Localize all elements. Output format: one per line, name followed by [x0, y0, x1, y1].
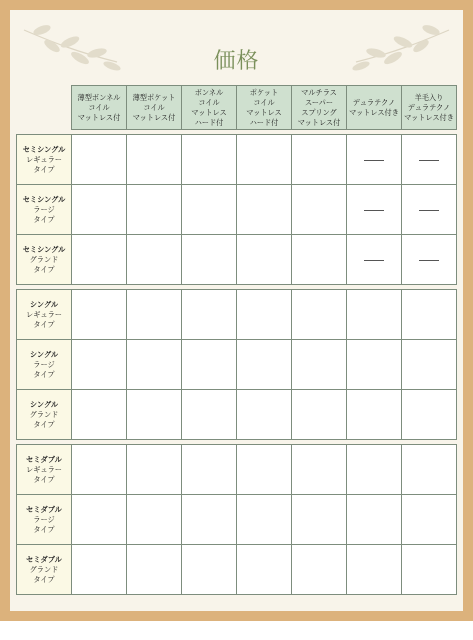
row-header	[17, 235, 72, 285]
price-cell	[347, 135, 402, 185]
row-header-type: グランド タイプ	[29, 564, 59, 584]
column-header: デュラテクノ マットレス付き	[347, 86, 402, 130]
column-header: 羊毛入り デュラテクノ マットレス付き	[402, 86, 457, 130]
column-header: ボンネル コイル マットレス ハード付	[182, 86, 237, 130]
price-cell	[182, 185, 237, 235]
price-cell	[237, 390, 292, 440]
row-header	[17, 185, 72, 235]
not-available-dash	[419, 260, 439, 261]
price-cell	[292, 445, 347, 495]
price-cell	[72, 390, 127, 440]
price-cell	[127, 445, 182, 495]
row-header-type: ラージ タイプ	[33, 204, 55, 224]
price-cell	[292, 185, 347, 235]
price-cell	[347, 545, 402, 595]
price-cell	[402, 185, 457, 235]
price-cell	[402, 290, 457, 340]
row-header-type: グランド タイプ	[29, 254, 59, 274]
price-cell	[402, 135, 457, 185]
row-header	[17, 290, 72, 340]
price-cell	[237, 340, 292, 390]
price-cell	[292, 390, 347, 440]
price-cell	[72, 340, 127, 390]
price-cell	[292, 135, 347, 185]
price-cell	[127, 545, 182, 595]
price-cell	[292, 545, 347, 595]
row-header-size: セミダブル	[26, 554, 62, 564]
not-available-dash	[364, 160, 384, 161]
price-cell	[127, 135, 182, 185]
price-cell	[347, 185, 402, 235]
price-cell	[292, 290, 347, 340]
row-header-type: レギュラー タイプ	[26, 309, 62, 329]
not-available-dash	[419, 210, 439, 211]
price-cell	[127, 235, 182, 285]
price-cell	[182, 495, 237, 545]
price-cell	[182, 235, 237, 285]
price-cell	[72, 185, 127, 235]
price-cell	[237, 495, 292, 545]
column-header: マルチラス スーパー スプリング マットレス付	[292, 86, 347, 130]
table-row	[17, 185, 457, 235]
row-header-type: グランド タイプ	[29, 409, 59, 429]
price-cell	[182, 390, 237, 440]
price-cell	[292, 495, 347, 545]
price-cell	[127, 390, 182, 440]
column-header: 薄型ボンネル コイル マットレス付	[72, 86, 127, 130]
price-cell	[292, 235, 347, 285]
price-cell	[72, 545, 127, 595]
row-header	[17, 545, 72, 595]
price-cell	[237, 545, 292, 595]
price-cell	[127, 185, 182, 235]
column-header: ポケット コイル マットレス ハード付	[237, 86, 292, 130]
price-cell	[347, 340, 402, 390]
price-cell	[402, 545, 457, 595]
price-cell	[237, 135, 292, 185]
row-header-type: ラージ タイプ	[33, 514, 55, 534]
price-cell	[347, 390, 402, 440]
price-cell	[402, 340, 457, 390]
row-header	[17, 340, 72, 390]
not-available-dash	[419, 160, 439, 161]
table-row	[17, 340, 457, 390]
table-row	[17, 495, 457, 545]
price-cell	[237, 235, 292, 285]
price-cell	[347, 235, 402, 285]
table-row	[17, 445, 457, 495]
price-cell	[237, 185, 292, 235]
price-table	[16, 85, 457, 595]
row-header-type: ラージ タイプ	[33, 359, 55, 379]
table-row	[17, 390, 457, 440]
price-cell	[72, 445, 127, 495]
row-header-size: セミダブル	[26, 454, 62, 464]
price-cell	[402, 235, 457, 285]
column-header-row	[17, 86, 457, 130]
row-header	[17, 135, 72, 185]
row-header-size: セミダブル	[26, 504, 62, 514]
table-row	[17, 290, 457, 340]
row-header-size: シングル	[29, 399, 59, 409]
corner-blank	[17, 86, 72, 130]
row-header	[17, 495, 72, 545]
row-header-size: シングル	[29, 349, 59, 359]
price-cell	[182, 340, 237, 390]
price-cell	[237, 290, 292, 340]
price-cell	[182, 290, 237, 340]
page-title: 価格	[213, 49, 260, 74]
column-header: 薄型ポケット コイル マットレス付	[127, 86, 182, 130]
price-cell	[127, 340, 182, 390]
table-row	[17, 545, 457, 595]
price-cell	[127, 290, 182, 340]
price-cell	[72, 135, 127, 185]
row-header-size: シングル	[29, 299, 59, 309]
row-header	[17, 390, 72, 440]
row-header	[17, 445, 72, 495]
row-header-size: セミシングル	[22, 194, 66, 204]
not-available-dash	[364, 260, 384, 261]
price-cell	[402, 495, 457, 545]
price-cell	[347, 290, 402, 340]
price-cell	[72, 290, 127, 340]
table-row	[17, 235, 457, 285]
price-cell	[402, 390, 457, 440]
price-cell	[182, 135, 237, 185]
price-cell	[402, 445, 457, 495]
price-cell	[72, 235, 127, 285]
price-cell	[237, 445, 292, 495]
table-row	[17, 135, 457, 185]
row-header-size: セミシングル	[22, 144, 66, 154]
price-cell	[292, 340, 347, 390]
price-cell	[182, 445, 237, 495]
row-header-type: レギュラー タイプ	[26, 464, 62, 484]
row-header-type: レギュラー タイプ	[26, 154, 62, 174]
price-cell	[347, 495, 402, 545]
price-cell	[347, 445, 402, 495]
price-cell	[72, 495, 127, 545]
row-header-size: セミシングル	[22, 244, 66, 254]
price-cell	[127, 495, 182, 545]
not-available-dash	[364, 210, 384, 211]
price-cell	[182, 545, 237, 595]
